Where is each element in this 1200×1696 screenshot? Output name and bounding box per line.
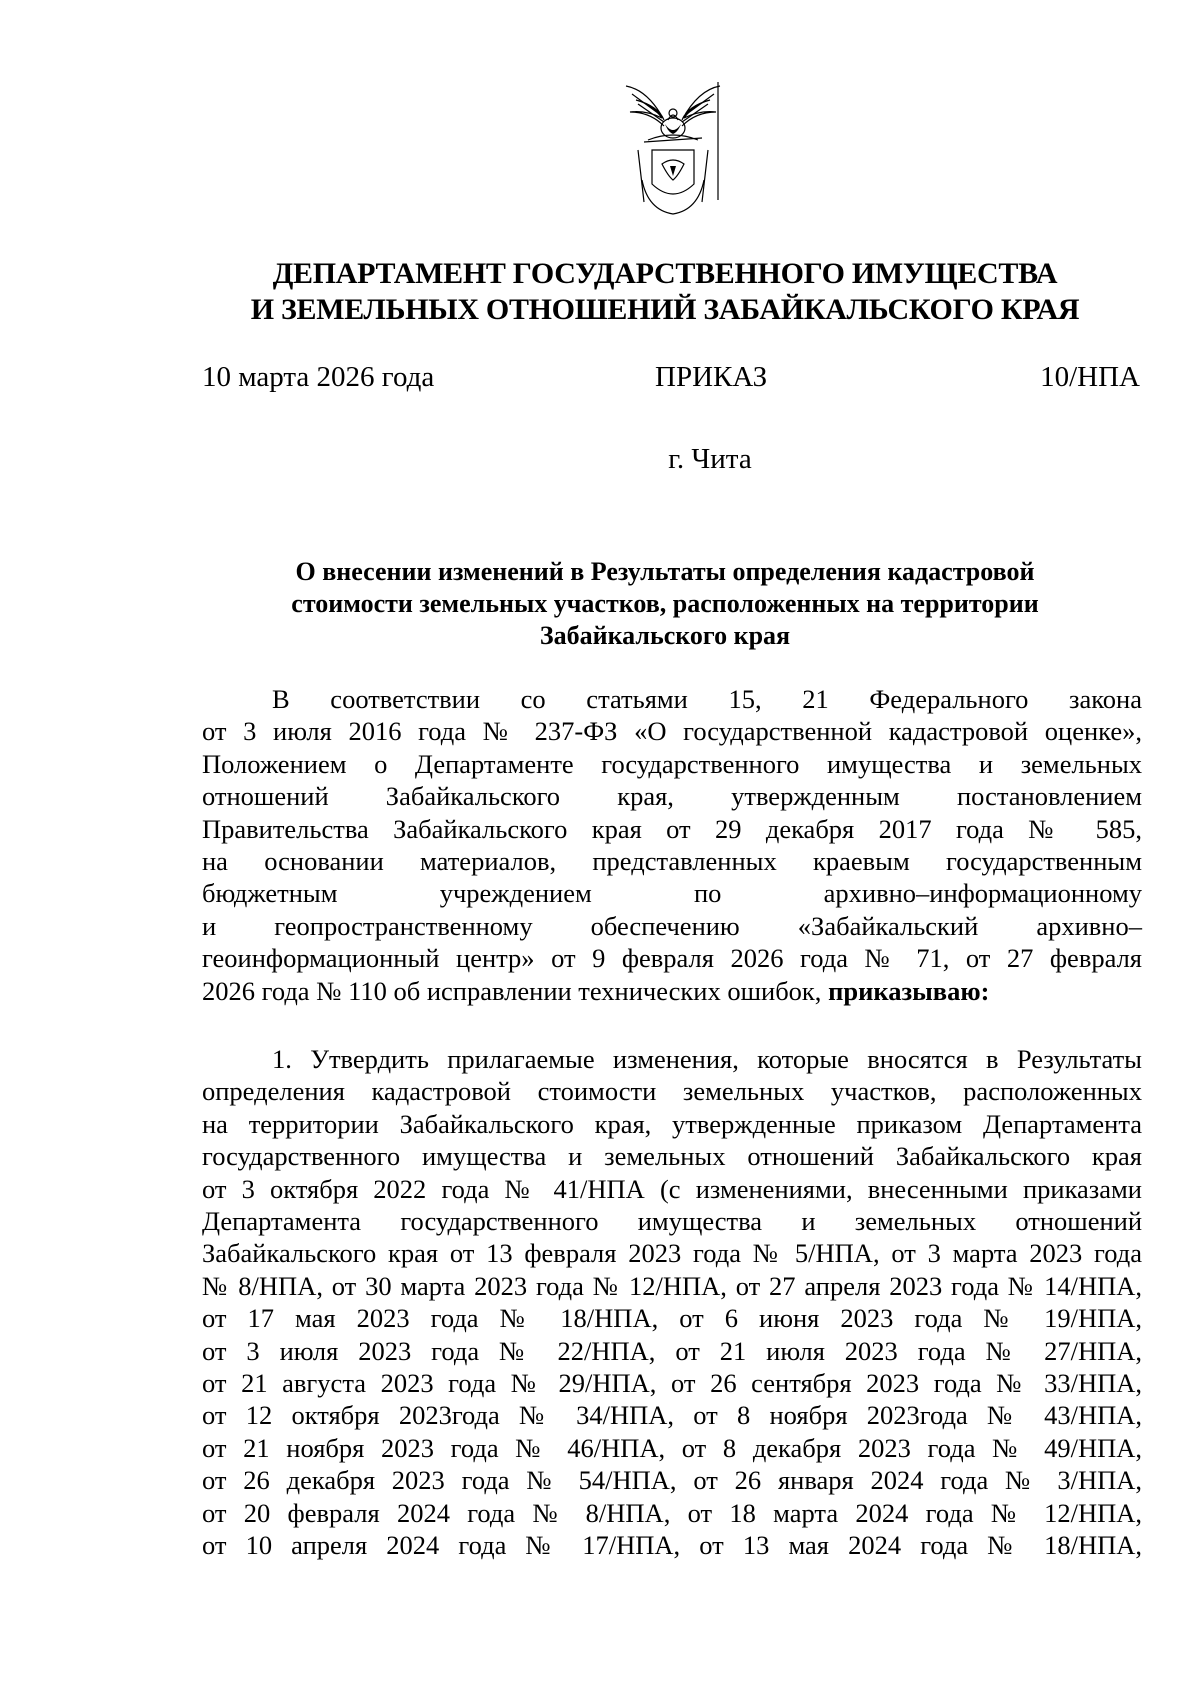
title-line-3: Забайкальского края [539, 621, 791, 650]
preamble-last-line [202, 975, 1142, 1007]
item-1-line: государственного имущества и земельных отношений Забайкальского края [202, 1141, 1142, 1172]
organization-header [200, 256, 1130, 328]
preamble-line: и геопространственному обеспечению «Забайкальский архивно– [202, 910, 1142, 941]
preamble-order-verb: приказываю: [828, 975, 990, 1006]
item-1-line: определения кадастровой стоимости земельных участков, расположенных [202, 1076, 1142, 1107]
preamble-line: Положением о Департаменте государственного имущества и земельных [202, 748, 1142, 779]
item-1-line: от 3 октября 2022 года № 41/НПА (с изменениями, внесенными приказами [202, 1173, 1142, 1204]
title-line-2: стоимости земельных участков, расположенных на территории [291, 589, 1039, 618]
item-1-line: от 20 февраля 2024 года № 8/НПА, от 18 марта 2024 года № 12/НПА, [202, 1497, 1142, 1528]
item-1-line: от 17 мая 2023 года № 18/НПА, от 6 июня 2023 года № 19/НПА, [202, 1303, 1142, 1334]
coat-of-arms-emblem [618, 80, 728, 220]
organization-name-line-2: И ЗЕМЕЛЬНЫХ ОТНОШЕНИЙ ЗАБАЙКАЛЬСКОГО КРАЯ [250, 293, 1080, 326]
item-1-line: от 21 ноября 2023 года № 46/НПА, от 8 декабря 2023 года № 49/НПА, [202, 1432, 1142, 1463]
preamble-line: на основании материалов, представленных краевым государственным [202, 846, 1142, 877]
item-1-line: от 26 декабря 2023 года № 54/НПА, от 26 января 2024 года № 3/НПА, [202, 1465, 1142, 1496]
document-city: г. Чита [668, 443, 752, 475]
item-1-paragraph [202, 1043, 1142, 1562]
organization-name-line-1: ДЕПАРТАМЕНТ ГОСУДАРСТВЕННОГО ИМУЩЕСТВА [272, 257, 1058, 290]
item-1-line: Департамента государственного имущества и земельных отношений [202, 1206, 1142, 1237]
preamble-line: отношений Забайкальского края, утвержденным постановлением [202, 781, 1142, 812]
title-line-1: О внесении изменений в Результаты определения кадастровой [295, 557, 1035, 586]
item-1-line: от 3 июля 2023 года № 22/НПА, от 21 июля 2023 года № 27/НПА, [202, 1335, 1142, 1366]
item-1-line: от 10 апреля 2024 года № 17/НПА, от 13 мая 2024 года № 18/НПА, [202, 1530, 1142, 1561]
preamble-line: бюджетным учреждением по архивно–информационному [202, 878, 1142, 909]
item-1-line: на территории Забайкальского края, утвержденные приказом Департамента [202, 1108, 1142, 1139]
document-title [200, 556, 1130, 652]
item-1-line: от 12 октября 2023года № 34/НПА, от 8 ноября 2023года № 43/НПА, [202, 1400, 1142, 1431]
document-number: 10/НПА [1040, 361, 1140, 393]
item-1-line: № 8/НПА, от 30 марта 2023 года № 12/НПА, от 27 апреля 2023 года № 14/НПА, [202, 1270, 1142, 1301]
document-date: 10 марта 2026 года [202, 361, 435, 393]
preamble-line: геоинформационный центр» от 9 февраля 2026 года № 71, от 27 февраля [202, 943, 1142, 974]
item-1-line: Забайкальского края от 13 февраля 2023 года № 5/НПА, от 3 марта 2023 года [202, 1238, 1142, 1269]
preamble-line: Правительства Забайкальского края от 29 декабря 2017 года № 585, [202, 813, 1142, 844]
item-1-line: 1. Утвердить прилагаемые изменения, которые вносятся в Результаты [272, 1044, 1142, 1074]
preamble-last-text: 2026 года № 110 об исправлении технических ошибок, [202, 975, 822, 1006]
preamble-line: В соответствии со статьями 15, 21 Федерального закона [272, 684, 1142, 714]
preamble-paragraph [202, 683, 1142, 1007]
preamble-line: от 3 июля 2016 года № 237-ФЗ «О государственной кадастровой оценке», [202, 716, 1142, 747]
document-type: ПРИКАЗ [655, 361, 768, 393]
item-1-line: от 21 августа 2023 года № 29/НПА, от 26 сентября 2023 года № 33/НПА, [202, 1368, 1142, 1399]
